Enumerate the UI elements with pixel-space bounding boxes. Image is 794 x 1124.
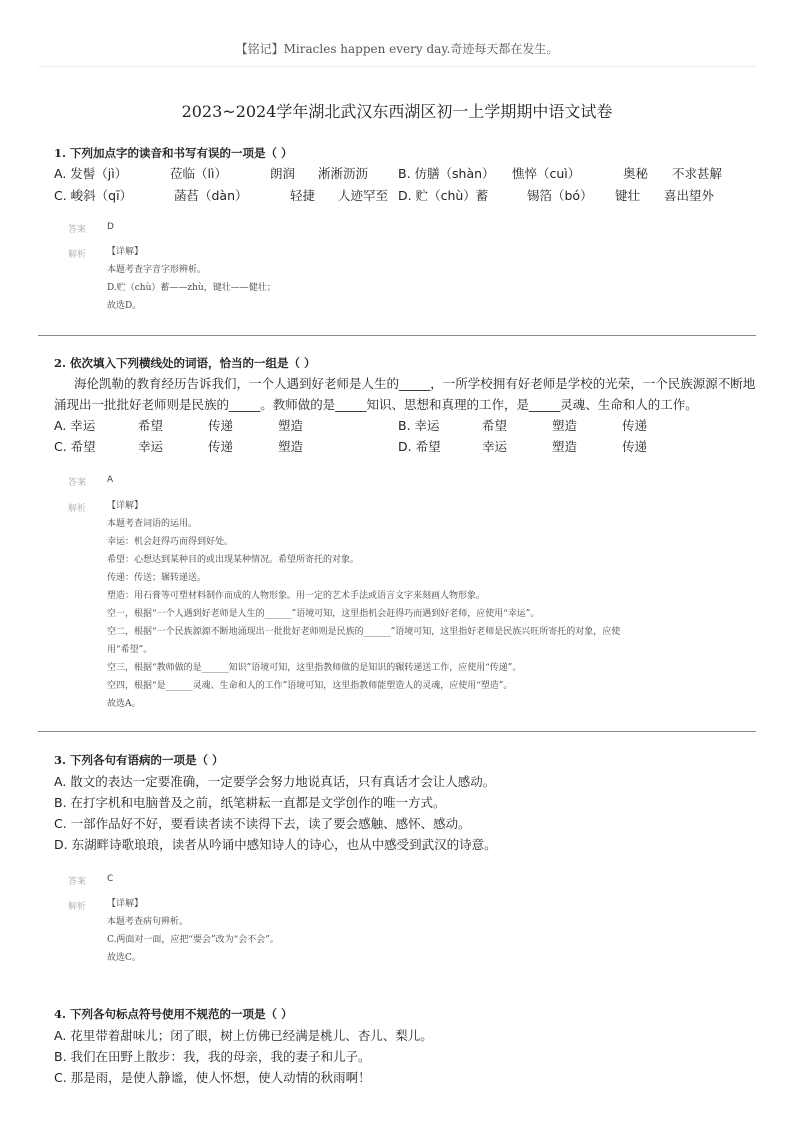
explain-line: 传递：传送；辗转递送。 — [107, 573, 207, 583]
q2-option-d: D. 希望 — [398, 439, 441, 454]
analysis-label: 解析 — [68, 504, 87, 514]
q1-word: 奥秘 — [623, 166, 649, 181]
explain-line: 空一，根据“一个人遇到好老师是人生的______”语境可知，这里指机会赶得巧而遇到好老师，应使用“幸运”。 — [107, 609, 540, 619]
q1-word: 莅临（lì） — [170, 166, 227, 181]
question-3-stem: 3. 下列各句有语病的一项是（ ） — [54, 753, 224, 767]
q1-word: 锡箔（bó） — [527, 188, 593, 203]
explain-line: 幸运：机会赶得巧而得到好处。 — [107, 537, 234, 547]
explain-line: 用“希望”。 — [107, 645, 153, 655]
explain-line: 故选C。 — [107, 953, 141, 963]
q1-explanation — [107, 243, 276, 315]
q4-option-a: A. 花里带着甜味儿；闭了眼，树上仿佛已经满是桃儿、杏儿、梨儿。 — [54, 1028, 433, 1043]
explain-line: 【详解】 — [107, 899, 144, 909]
page-header-motto: 【铭记】Miracles happen every day.奇迹每天都在发生。 — [235, 42, 559, 56]
explain-line: 故选D。 — [107, 301, 142, 311]
analysis-label: 解析 — [68, 250, 87, 260]
q1-word: 人迹罕至 — [338, 188, 389, 203]
analysis-label: 解析 — [68, 902, 87, 912]
q1-word: 朗润 — [270, 166, 296, 181]
explain-line: 【详解】 — [107, 247, 144, 257]
question-2-stem: 2. 依次填入下列横线处的词语，恰当的一组是（ ） — [54, 356, 316, 370]
q2-word: 传递 — [208, 418, 234, 433]
q1-word: 菡萏（dàn） — [174, 188, 248, 203]
q2-passage-line2: 涌现出一批批好老师则是民族的_____。教师做的是_____知识、思想和真理的工作，是_____灵魂、生命和人的工作。 — [54, 397, 698, 412]
question-1-stem: 1. 下列加点字的读音和书写有误的一项是（ ） — [54, 146, 293, 160]
answer-label: 答案 — [68, 877, 87, 887]
q2-word: 传递 — [622, 439, 648, 454]
explain-line: 本题考查病句辨析。 — [107, 917, 189, 927]
explain-line: 空二，根据“一个民族源源不断地涌现出一批批好老师则是民族的______”语境可知，这里指好老师是民族兴旺所寄托的对象，应使 — [107, 627, 621, 637]
header-divider — [38, 66, 756, 67]
q1-option-d: D. 贮（chù）蓄 — [398, 188, 489, 203]
q1-option-c: C. 峻斜（qī） — [54, 188, 133, 203]
q3-option-a: A. 散文的表达一定要准确，一定要学会努力地说真话，只有真话才会让人感动。 — [54, 774, 496, 789]
explain-line: C.两面对一面，应把“要会”改为“会不会”。 — [107, 935, 279, 945]
explain-line: 【详解】 — [107, 501, 144, 511]
explain-line: 空三，根据“教师做的是______知识”语境可知，这里指教师做的是知识的辗转递送工作，应使用“传递”。 — [107, 663, 522, 673]
answer-label: 答案 — [68, 225, 87, 235]
q2-word: 塑造 — [552, 418, 578, 433]
q2-passage-line1: 海伦凯勒的教育经历告诉我们，一个人遇到好老师是人生的_____，一所学校拥有好老师是学校的光荣，一个民族源源不断地 — [74, 376, 756, 391]
q2-word: 传递 — [208, 439, 234, 454]
q1-option-a: A. 发髻（jì） — [54, 166, 128, 181]
q4-option-c: C. 那是雨，是使人静谧，使人怀想，使人动情的秋雨啊！ — [54, 1070, 371, 1085]
q1-word: 憔悴（cuì） — [512, 166, 581, 181]
explain-line: 塑造：用石膏等可塑材料制作而成的人物形象。用一定的艺术手法或语言文字来刻画人物形象。 — [107, 591, 486, 601]
page-title: 2023~2024学年湖北武汉东西湖区初一上学期期中语文试卷 — [181, 102, 613, 121]
q1-answer: D — [107, 222, 114, 232]
explain-line: 本题考查字音字形辨析。 — [107, 265, 207, 275]
q2-word: 塑造 — [552, 439, 578, 454]
explain-line: 希望：心想达到某种目的或出现某种情况。希望所寄托的对象。 — [107, 555, 360, 565]
q2-explanation — [107, 497, 620, 713]
q1-word: 淅淅沥沥 — [318, 166, 369, 181]
q4-option-b: B. 我们在田野上散步：我，我的母亲，我的妻子和儿子。 — [54, 1049, 371, 1064]
q1-option-b: B. 仿膳（shàn） — [398, 166, 495, 181]
q2-option-b: B. 幸运 — [398, 418, 440, 433]
q1-word: 键壮 — [615, 188, 641, 203]
q1-word: 喜出望外 — [664, 188, 715, 203]
q3-explanation — [107, 895, 279, 967]
explain-line: 本题考查词语的运用。 — [107, 519, 198, 529]
question-divider — [38, 335, 756, 336]
q2-word: 幸运 — [138, 439, 164, 454]
q2-word: 希望 — [482, 418, 508, 433]
q2-word: 塑造 — [278, 439, 304, 454]
q2-word: 塑造 — [278, 418, 304, 433]
explain-line: 故选A。 — [107, 699, 141, 709]
q2-answer: A — [107, 475, 114, 485]
q2-word: 传递 — [622, 418, 648, 433]
q3-option-b: B. 在打字机和电脑普及之前，纸笔耕耘一直都是文学创作的唯一方式。 — [54, 795, 446, 810]
answer-label: 答案 — [68, 478, 87, 488]
q1-word: 不求甚解 — [672, 166, 723, 181]
question-divider — [38, 731, 756, 732]
q2-option-a: A. 幸运 — [54, 418, 96, 433]
explain-line: 空四，根据“是______灵魂、生命和人的工作”语境可知，这里指教师能塑造人的灵魂，应使用“塑造”。 — [107, 681, 513, 691]
question-4-stem: 4. 下列各句标点符号使用不规范的一项是（ ） — [54, 1007, 293, 1021]
q2-word: 幸运 — [482, 439, 508, 454]
q1-word: 轻捷 — [290, 188, 316, 203]
q3-answer: C — [107, 874, 114, 884]
q2-option-c: C. 希望 — [54, 439, 96, 454]
q3-option-d: D. 东湖畔诗歌琅琅，读者从吟诵中感知诗人的诗心，也从中感受到武汉的诗意。 — [54, 837, 497, 852]
q3-option-c: C. 一部作品好不好，要看读者读不读得下去，读了要会感触、感怀、感动。 — [54, 816, 471, 831]
q2-word: 希望 — [138, 418, 164, 433]
explain-line: D.贮（chù）蓄——zhù，键壮——健壮； — [107, 283, 276, 293]
